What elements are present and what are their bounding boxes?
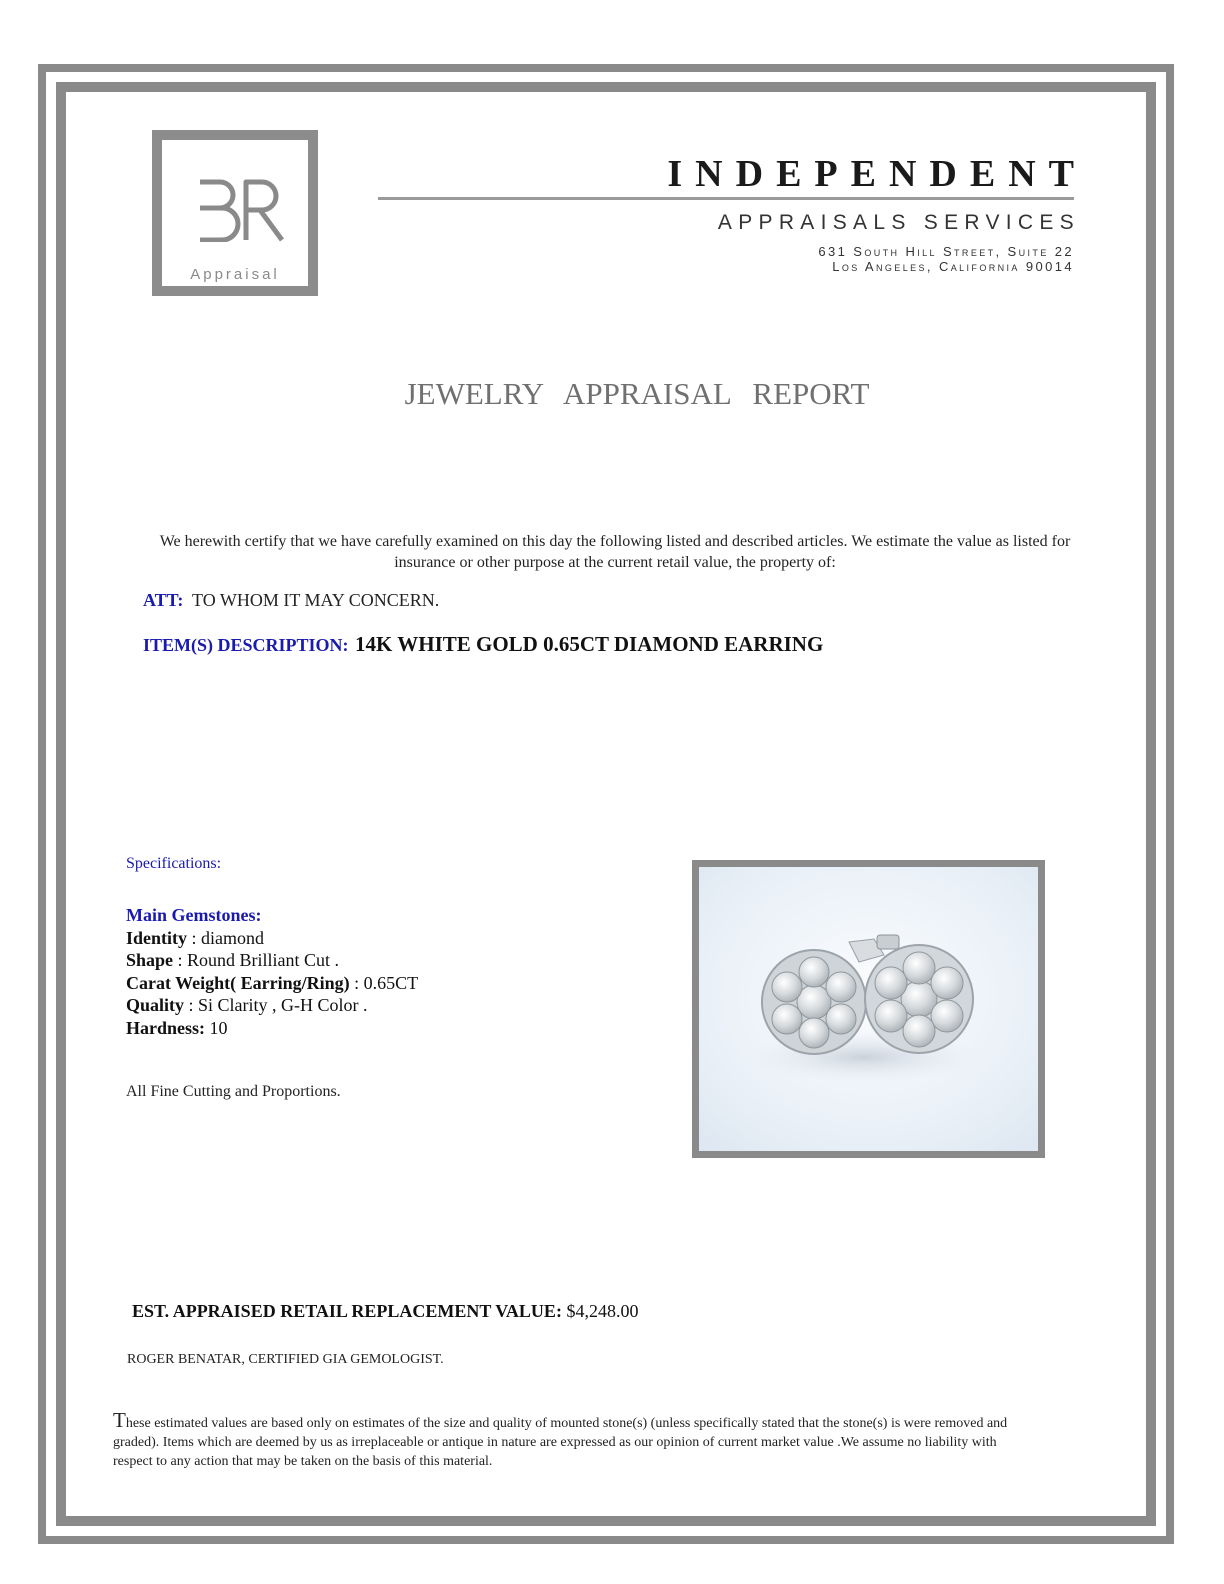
att-label: ATT: <box>143 590 184 610</box>
appraised-value <box>132 1301 638 1322</box>
company-subtitle: APPRAISALS SERVICES <box>717 211 1080 234</box>
disclaimer-initial: T <box>113 1408 126 1432</box>
appraised-value-amount: $4,248.00 <box>566 1301 639 1321</box>
address-line-1: 631 South Hill Street, Suite 22 <box>818 244 1074 259</box>
shape-row: Shape : Round Brilliant Cut . <box>126 950 340 971</box>
header-divider <box>378 197 1074 200</box>
gemstone-specs <box>126 904 418 1040</box>
disclaimer <box>113 1408 1033 1471</box>
appraiser-signature-line: ROGER BENATAR, CERTIFIED GIA GEMOLOGIST. <box>127 1352 444 1367</box>
br-appraisal-logo <box>152 130 318 296</box>
main-gemstones-heading: Main Gemstones: <box>126 905 262 925</box>
att-value: TO WHOM IT MAY CONCERN. <box>192 590 440 610</box>
diamond-earring-image <box>699 867 1038 1151</box>
quality-row: Quality : Si Clarity , G-H Color . <box>126 995 368 1016</box>
report-title: JEWELRY APPRAISAL REPORT <box>404 376 870 411</box>
item-description <box>143 632 823 657</box>
item-label: ITEM(S) DESCRIPTION: <box>143 635 349 655</box>
company-name: INDEPENDENT <box>667 153 1087 195</box>
identity-row: Identity : diamond <box>126 927 265 948</box>
disclaimer-text: hese estimated values are based only on estimates of the size and quality of mounted stone(s) (unless specifically stated that the stone(s) is were removed and graded). Items which are deemed by us as irreplaceable or antique in nature are expressed as our opinion of current market value .We assume no liability with respect to any action that may be taken on the basis of this material. <box>113 1416 1008 1469</box>
br-monogram-icon <box>190 170 286 242</box>
certification-text: We herewith certify that we have carefully examined on this day the following listed and described articles. We estimate the value as listed for insurance or other purpose at the current retail value, the property of: <box>159 533 1071 571</box>
earring-photo <box>692 860 1045 1158</box>
address-line-2: Los Angeles, California 90014 <box>832 259 1074 274</box>
carat-row: Carat Weight( Earring/Ring) : 0.65CT <box>126 972 419 993</box>
item-value: 14K WHITE GOLD 0.65CT DIAMOND EARRING <box>355 632 824 656</box>
hardness-row: Hardness: 10 <box>126 1017 228 1038</box>
appraised-value-label: EST. APPRAISED RETAIL REPLACEMENT VALUE: <box>132 1301 562 1321</box>
fine-cutting-note: All Fine Cutting and Proportions. <box>126 1083 341 1100</box>
logo-caption: Appraisal <box>190 266 280 283</box>
att-line <box>143 590 439 611</box>
specifications-title: Specifications: <box>126 855 222 872</box>
